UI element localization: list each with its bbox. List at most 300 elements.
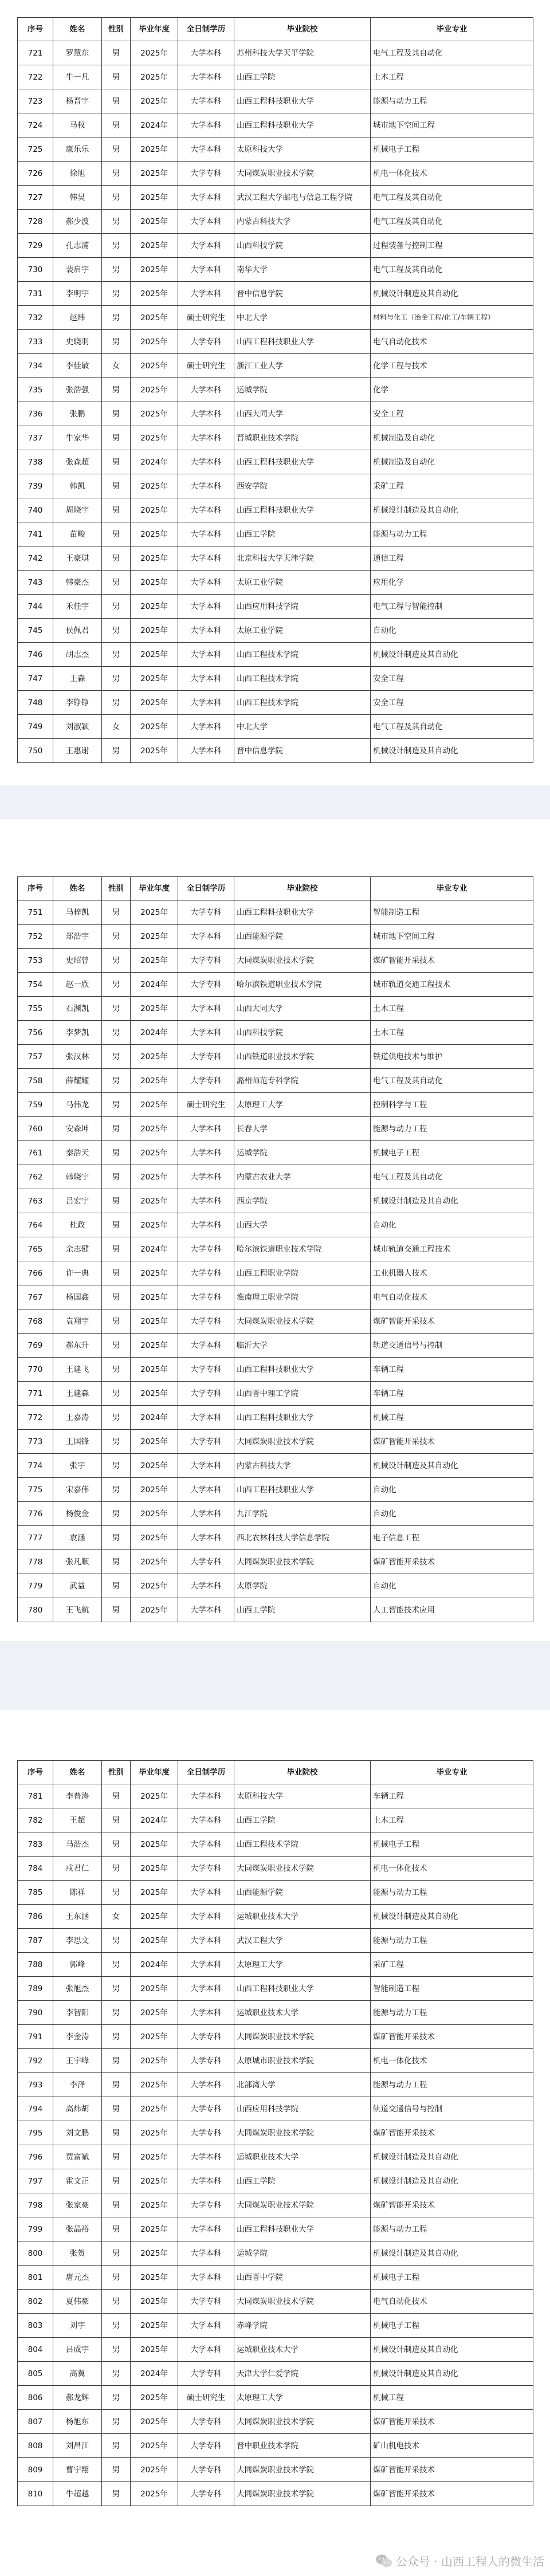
cell-name: 王森 [53,667,102,691]
cell-major: 能源与动力工程 [371,522,533,546]
cell-grad-year: 2025年 [131,65,178,89]
cell-education: 大学本科 [178,571,234,595]
cell-gender: 男 [102,186,131,210]
cell-seq-no: 797 [18,2169,53,2193]
cell-education: 大学本科 [178,2314,234,2338]
cell-education: 大学本科 [178,2145,234,2169]
cell-education: 硕士研究生 [178,1093,234,1117]
table-row [18,973,533,997]
cell-school: 晋城职业技术学院 [234,426,371,450]
cell-school: 山西工程科技职业大学 [234,330,371,354]
cell-school: 大同煤炭职业技术学院 [234,2410,371,2434]
cell-school: 潞州师范专科学院 [234,1069,371,1093]
cell-gender: 男 [102,1045,131,1069]
cell-gender: 男 [102,162,131,186]
cell-school: 运城学院 [234,2241,371,2266]
cell-seq-no: 739 [18,474,53,498]
cell-gender: 男 [102,89,131,113]
cell-name: 杨俊金 [53,1502,102,1526]
watermark [375,2553,544,2569]
cell-major: 工业机器人技术 [371,1261,533,1285]
cell-school: 九江学院 [234,1502,371,1526]
table-row [18,2049,533,2073]
cell-grad-year: 2025年 [131,2169,178,2193]
cell-school: 山西能源学院 [234,1881,371,1905]
cell-name: 王超 [53,1808,102,1832]
roster-table [17,17,533,763]
cell-seq-no: 729 [18,234,53,258]
cell-school: 淮南理工职业学院 [234,1285,371,1309]
cell-school: 天津大学仁爱学院 [234,2362,371,2386]
cell-name: 高翼 [53,2362,102,2386]
cell-major: 人工智能技术应用 [371,1598,533,1622]
cell-seq-no: 780 [18,1598,53,1622]
table-row [18,2121,533,2145]
table-row [18,1045,533,1069]
cell-education: 大学本科 [178,1021,234,1045]
cell-grad-year: 2025年 [131,1784,178,1808]
cell-grad-year: 2024年 [131,1406,178,1430]
cell-school: 大同煤炭职业技术学院 [234,2121,371,2145]
table-row [18,2458,533,2482]
cell-seq-no: 789 [18,1977,53,2001]
table-row [18,2482,533,2506]
cell-seq-no: 793 [18,2073,53,2097]
cell-major: 机电一体化技术 [371,2049,533,2073]
cell-gender: 男 [102,1502,131,1526]
cell-major: 机械设计制造及其自动化 [371,498,533,522]
cell-school: 大同煤炭职业技术学院 [234,2193,371,2217]
cell-gender: 男 [102,2338,131,2362]
cell-seq-no: 766 [18,1261,53,1285]
cell-major: 机械电子工程 [371,2314,533,2338]
cell-seq-no: 807 [18,2410,53,2434]
cell-major: 车辆工程 [371,1382,533,1406]
cell-seq-no: 733 [18,330,53,354]
cell-major: 车辆工程 [371,1358,533,1382]
cell-gender: 男 [102,1478,131,1502]
cell-major: 通信工程 [371,546,533,571]
table-row [18,2217,533,2241]
table-row [18,1141,533,1165]
cell-gender: 男 [102,949,131,973]
cell-major: 机械工程 [371,1406,533,1430]
cell-gender: 男 [102,643,131,667]
cell-school: 西北农林科技大学信息学院 [234,1526,371,1550]
cell-education: 大学本科 [178,474,234,498]
cell-school: 山西工程技术学院 [234,1832,371,1857]
cell-name: 袁翔宇 [53,1309,102,1334]
cell-school: 山西工程科技职业大学 [234,113,371,137]
roster-sheet-2 [17,876,533,1622]
cell-gender: 男 [102,1598,131,1622]
cell-major: 能源与动力工程 [371,1881,533,1905]
cell-grad-year: 2025年 [131,1069,178,1093]
cell-education: 大学本科 [178,595,234,619]
table-row [18,1953,533,1977]
cell-major: 电气工程及其自动化 [371,41,533,65]
table-row [18,2073,533,2097]
cell-gender: 男 [102,1237,131,1261]
cell-seq-no: 801 [18,2266,53,2290]
table-row [18,1165,533,1189]
cell-grad-year: 2025年 [131,1905,178,1929]
cell-name: 王宇峰 [53,2049,102,2073]
cell-gender: 男 [102,1574,131,1598]
cell-major: 土木工程 [371,65,533,89]
cell-gender: 男 [102,1929,131,1953]
cell-education: 大学本科 [178,113,234,137]
cell-seq-no: 721 [18,41,53,65]
cell-school: 运城职业技术大学 [234,2338,371,2362]
cell-education: 大学本科 [178,402,234,426]
cell-education: 大学本科 [178,65,234,89]
cell-education: 大学本科 [178,1977,234,2001]
cell-gender: 男 [102,330,131,354]
cell-school: 大同煤炭职业技术学院 [234,2482,371,2506]
cell-seq-no: 744 [18,595,53,619]
cell-education: 大学专科 [178,2458,234,2482]
table-row [18,2314,533,2338]
cell-seq-no: 758 [18,1069,53,1093]
cell-education: 大学本科 [178,1478,234,1502]
cell-education: 大学本科 [178,1598,234,1622]
cell-grad-year: 2025年 [131,41,178,65]
cell-gender: 男 [102,258,131,282]
cell-education: 大学专科 [178,2121,234,2145]
cell-school: 山西工程技术学院 [234,643,371,667]
cell-major: 电气工程及其自动化 [371,1069,533,1093]
cell-seq-no: 779 [18,1574,53,1598]
cell-major: 土木工程 [371,1021,533,1045]
table-row [18,667,533,691]
cell-major: 机械设计制造及其自动化 [371,739,533,763]
cell-major: 电气自动化技术 [371,1285,533,1309]
table-row [18,997,533,1021]
cell-school: 太原理工大学 [234,2386,371,2410]
cell-education: 大学本科 [178,2266,234,2290]
cell-school: 内蒙古科技大学 [234,210,371,234]
cell-education: 大学专科 [178,2193,234,2217]
cell-seq-no: 724 [18,113,53,137]
cell-grad-year: 2025年 [131,234,178,258]
cell-grad-year: 2025年 [131,1430,178,1454]
cell-gender: 男 [102,1189,131,1213]
cell-major: 材料与化工（冶金工程/化工/车辆工程） [371,306,533,330]
cell-seq-no: 770 [18,1358,53,1382]
cell-major: 安全工程 [371,402,533,426]
table-row [18,1454,533,1478]
table-row [18,949,533,973]
column-header-education: 全日制学历 [178,18,234,41]
table-row [18,2266,533,2290]
cell-name: 王东涵 [53,1905,102,1929]
cell-name: 李思文 [53,1929,102,1953]
cell-grad-year: 2025年 [131,2410,178,2434]
cell-seq-no: 734 [18,354,53,378]
cell-seq-no: 794 [18,2097,53,2121]
cell-grad-year: 2025年 [131,2025,178,2049]
cell-grad-year: 2025年 [131,1165,178,1189]
cell-major: 煤矿智能开采技术 [371,1309,533,1334]
cell-education: 大学本科 [178,378,234,402]
cell-name: 秦浩天 [53,1141,102,1165]
wechat-icon [375,2554,392,2569]
cell-major: 城市轨道交通工程技术 [371,973,533,997]
cell-name: 马浩杰 [53,1832,102,1857]
cell-grad-year: 2025年 [131,1832,178,1857]
cell-education: 大学本科 [178,2169,234,2193]
column-header-school: 毕业院校 [234,18,371,41]
column-header-grad-year: 毕业年度 [131,18,178,41]
cell-gender: 男 [102,2121,131,2145]
table-row [18,498,533,522]
cell-grad-year: 2025年 [131,546,178,571]
cell-education: 大学专科 [178,1430,234,1454]
cell-education: 大学本科 [178,739,234,763]
cell-education: 大学本科 [178,1808,234,1832]
table-row [18,1189,533,1213]
cell-seq-no: 782 [18,1808,53,1832]
cell-gender: 男 [102,2025,131,2049]
cell-school: 太原理工大学 [234,1953,371,1977]
cell-school: 山西工学院 [234,65,371,89]
cell-gender: 男 [102,522,131,546]
cell-education: 大学本科 [178,258,234,282]
cell-education: 大学本科 [178,715,234,739]
table-row [18,1358,533,1382]
cell-education: 大学本科 [178,1117,234,1141]
cell-gender: 男 [102,2145,131,2169]
table-row [18,1069,533,1093]
cell-school: 山西大同大学 [234,402,371,426]
cell-school: 长春大学 [234,1117,371,1141]
cell-school: 山西晋中理工学院 [234,1382,371,1406]
cell-education: 大学专科 [178,2290,234,2314]
cell-seq-no: 803 [18,2314,53,2338]
cell-name: 王豪琪 [53,546,102,571]
cell-gender: 男 [102,667,131,691]
cell-seq-no: 728 [18,210,53,234]
cell-major: 矿山机电技术 [371,2434,533,2458]
cell-grad-year: 2025年 [131,2121,178,2145]
cell-name: 张鹏 [53,402,102,426]
cell-seq-no: 805 [18,2362,53,2386]
cell-grad-year: 2025年 [131,2266,178,2290]
cell-name: 李金涛 [53,2025,102,2049]
roster-table [17,1760,533,2506]
cell-grad-year: 2025年 [131,1382,178,1406]
table-row [18,2338,533,2362]
cell-seq-no: 806 [18,2386,53,2410]
cell-grad-year: 2025年 [131,1526,178,1550]
cell-major: 自动化 [371,1213,533,1237]
cell-seq-no: 771 [18,1382,53,1406]
cell-school: 山西工程科技职业大学 [234,900,371,925]
cell-school: 运城职业技术大学 [234,1905,371,1929]
cell-gender: 男 [102,282,131,306]
cell-grad-year: 2025年 [131,1117,178,1141]
cell-name: 吕成宇 [53,2338,102,2362]
column-header-education: 全日制学历 [178,877,234,900]
table-row [18,1285,533,1309]
cell-major: 智能制造工程 [371,1977,533,2001]
cell-school: 山西工程科技职业大学 [234,450,371,474]
cell-gender: 男 [102,306,131,330]
cell-school: 运城学院 [234,378,371,402]
cell-seq-no: 761 [18,1141,53,1165]
cell-seq-no: 800 [18,2241,53,2266]
cell-school: 大同煤炭职业技术学院 [234,1857,371,1881]
cell-name: 侯佩君 [53,619,102,643]
cell-school: 山西应用科技学院 [234,2097,371,2121]
cell-gender: 男 [102,2217,131,2241]
cell-seq-no: 737 [18,426,53,450]
cell-school: 大同煤炭职业技术学院 [234,162,371,186]
cell-grad-year: 2025年 [131,1881,178,1905]
cell-name: 陈祥 [53,1881,102,1905]
cell-major: 机械设计制造及其自动化 [371,2145,533,2169]
cell-grad-year: 2025年 [131,162,178,186]
cell-seq-no: 768 [18,1309,53,1334]
cell-name: 唐元杰 [53,2266,102,2290]
cell-school: 大同煤炭职业技术学院 [234,2458,371,2482]
cell-education: 大学专科 [178,1069,234,1093]
cell-name: 霍文正 [53,2169,102,2193]
cell-gender: 男 [102,2410,131,2434]
cell-education: 大学本科 [178,2217,234,2241]
cell-school: 山西工学院 [234,522,371,546]
table-row [18,595,533,619]
cell-education: 大学本科 [178,234,234,258]
cell-school: 山西工程科技职业大学 [234,1358,371,1382]
cell-name: 史晓羽 [53,330,102,354]
cell-gender: 女 [102,1905,131,1929]
cell-grad-year: 2025年 [131,1550,178,1574]
cell-school: 大同煤炭职业技术学院 [234,949,371,973]
cell-name: 韩昊 [53,186,102,210]
table-row [18,1237,533,1261]
cell-seq-no: 808 [18,2434,53,2458]
cell-seq-no: 795 [18,2121,53,2145]
cell-seq-no: 810 [18,2482,53,2506]
cell-major: 能源与动力工程 [371,2217,533,2241]
table-row [18,1598,533,1622]
cell-education: 大学本科 [178,186,234,210]
cell-seq-no: 741 [18,522,53,546]
cell-name: 张贺 [53,2241,102,2266]
cell-name: 牛一凡 [53,65,102,89]
table-row [18,900,533,925]
table-row [18,41,533,65]
cell-name: 裴启宇 [53,258,102,282]
table-row [18,1808,533,1832]
cell-education: 大学本科 [178,1574,234,1598]
cell-school: 浙江工业大学 [234,354,371,378]
cell-grad-year: 2025年 [131,595,178,619]
cell-grad-year: 2025年 [131,522,178,546]
cell-school: 山西工学院 [234,2169,371,2193]
cell-name: 张浩强 [53,378,102,402]
cell-seq-no: 757 [18,1045,53,1069]
table-row [18,1213,533,1237]
cell-grad-year: 2025年 [131,2434,178,2458]
cell-gender: 男 [102,1117,131,1141]
cell-school: 山西工学院 [234,1808,371,1832]
cell-grad-year: 2025年 [131,1334,178,1358]
cell-seq-no: 774 [18,1454,53,1478]
cell-gender: 男 [102,1881,131,1905]
cell-major: 安全工程 [371,691,533,715]
table-row [18,1881,533,1905]
cell-education: 大学专科 [178,1857,234,1881]
cell-seq-no: 785 [18,1881,53,1905]
cell-grad-year: 2025年 [131,2145,178,2169]
cell-seq-no: 759 [18,1093,53,1117]
cell-grad-year: 2025年 [131,2241,178,2266]
table-row [18,1309,533,1334]
cell-seq-no: 783 [18,1832,53,1857]
cell-major: 轨道交通信号与控制 [371,2097,533,2121]
cell-education: 大学专科 [178,1285,234,1309]
cell-seq-no: 778 [18,1550,53,1574]
table-header-row [18,1761,533,1784]
cell-major: 煤矿智能开采技术 [371,2121,533,2145]
cell-gender: 男 [102,997,131,1021]
cell-major: 应用化学 [371,571,533,595]
cell-gender: 男 [102,2241,131,2266]
column-header-grad-year: 毕业年度 [131,877,178,900]
cell-major: 轨道交通信号与控制 [371,1334,533,1358]
cell-school: 晋中信息学院 [234,282,371,306]
table-row [18,2193,533,2217]
cell-education: 大学本科 [178,1141,234,1165]
cell-major: 机械电子工程 [371,137,533,162]
cell-seq-no: 753 [18,949,53,973]
table-row [18,1382,533,1406]
cell-grad-year: 2025年 [131,474,178,498]
cell-education: 大学本科 [178,1784,234,1808]
cell-seq-no: 786 [18,1905,53,1929]
cell-gender: 男 [102,1285,131,1309]
table-row [18,330,533,354]
cell-grad-year: 2025年 [131,1478,178,1502]
cell-grad-year: 2025年 [131,949,178,973]
table-row [18,1857,533,1881]
cell-grad-year: 2025年 [131,186,178,210]
cell-grad-year: 2025年 [131,1093,178,1117]
cell-major: 电气工程及其自动化 [371,210,533,234]
column-header-name: 姓名 [53,877,102,900]
cell-education: 大学本科 [178,1189,234,1213]
cell-school: 北京科技大学天津学院 [234,546,371,571]
cell-name: 苗畯 [53,522,102,546]
table-row [18,1977,533,2001]
table-row [18,354,533,378]
cell-school: 南华大学 [234,258,371,282]
cell-grad-year: 2025年 [131,2314,178,2338]
table-row [18,2025,533,2049]
cell-major: 电气自动化技术 [371,2290,533,2314]
cell-name: 李梦凯 [53,1021,102,1045]
cell-name: 孔志浦 [53,234,102,258]
cell-education: 大学专科 [178,973,234,997]
table-row [18,2241,533,2266]
cell-seq-no: 764 [18,1213,53,1237]
cell-gender: 男 [102,2482,131,2506]
cell-name: 刘宇 [53,2314,102,2338]
cell-seq-no: 798 [18,2193,53,2217]
